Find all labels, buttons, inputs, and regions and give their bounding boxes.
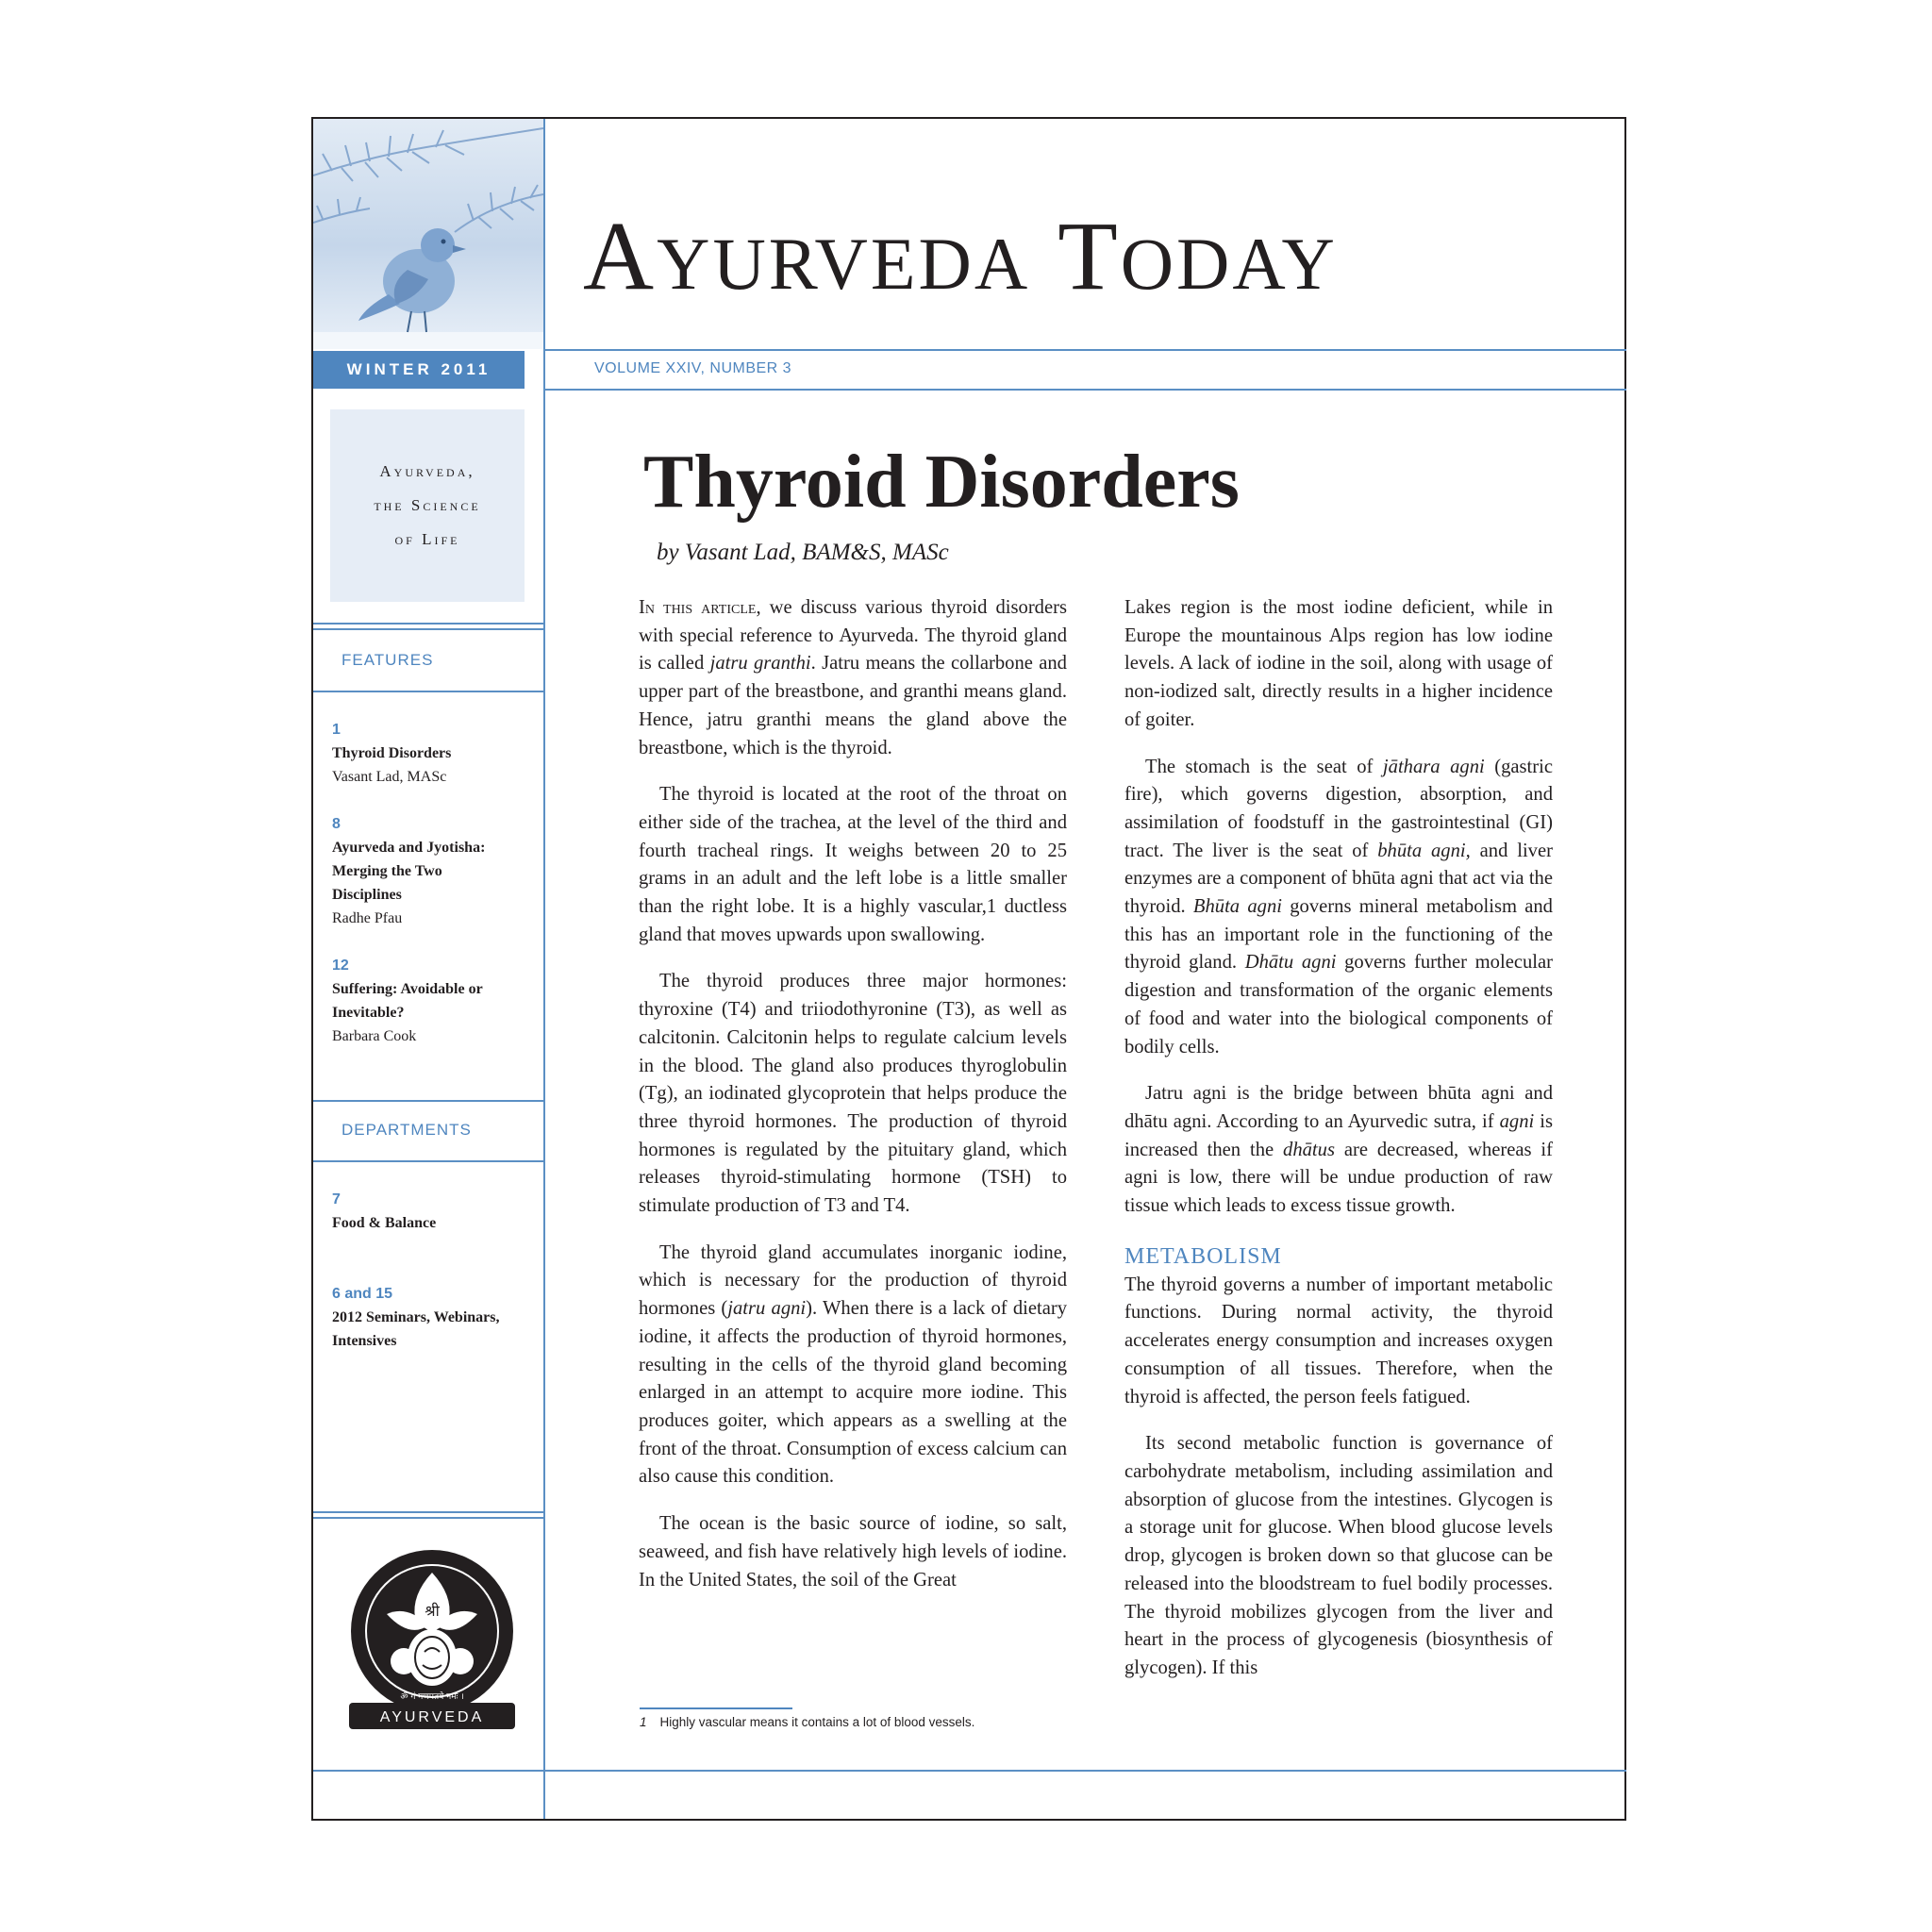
toc-title: Merging the Two — [332, 863, 442, 879]
toc-entry-feature-3[interactable] — [332, 955, 530, 1048]
footnote-rule — [640, 1707, 792, 1709]
departments-heading: DEPARTMENTS — [341, 1121, 472, 1139]
paragraph: Its second metabolic function is governance of carbohydrate metabolism, including assimilation and absorption of glucose from the intestines. Glycogen is a storage unit for glucose. When blood glucose levels drop, glycogen is broken down so that glucose can be released into the bloodstream to fuel bodily processes. The thyroid mobilizes glycogen from the liver and heart in the process of glycogenesis (biosynthesis of glycogen). If this — [1124, 1433, 1553, 1678]
footnote-text: Highly vascular means it contains a lot of blood vessels. — [659, 1715, 975, 1729]
paragraph: The thyroid is located at the root of the throat on either side of the trachea, at the level of the third and fourth tracheal rings. It weighs between 20 to 25 grams in an adult and the left lobe is a little smaller than the right lobe. It is a highly vascular,1 ductless gland that moves upwards upon swallowing. — [639, 784, 1067, 945]
robin-illustration — [313, 119, 543, 349]
divider — [313, 1100, 543, 1102]
toc-title: Ayurveda and Jyotisha: — [332, 840, 486, 856]
divider — [545, 389, 1626, 391]
title-initial: T — [1058, 202, 1121, 310]
divider — [313, 1160, 543, 1162]
emblem-mantra: ॐ गं गणपतये नमः । — [400, 1692, 464, 1702]
sidebar — [313, 119, 545, 1819]
toc-author: Barbara Cook — [332, 1028, 417, 1044]
paragraph: The stomach is the seat of jāthara agni (gastric fire), which governs digestion, absorption, and assimilation of foodstuff in the gastrointestinal (GI) tract. The liver is the seat of bhūta agni, and liver enzymes are a component of bhūta agni that act via the thyroid. Bhūta agni governs mineral metabolism and this has an important role in the functioning of the thyroid gland. Dhātu agni governs further molecular digestion and transformation of the organic elements of food and water into the biological components of bodily cells. — [1124, 756, 1554, 1058]
paragraph: Jatru agni is the bridge between bhūta agni and dhātu agni. According to an Ayurvedic sutra, if agni is increased then the dhātus are decreased, whereas if agni is low, there will be undue production of raw tissue which leads to excess tissue growth. — [1124, 1083, 1554, 1217]
toc-entry-feature-1[interactable] — [332, 719, 530, 789]
tagline-line: the Science — [374, 496, 481, 514]
title-rest: YURVEDA — [657, 223, 1031, 305]
toc-page-number: 8 — [332, 816, 341, 832]
paragraph: The thyroid gland accumulates inorganic iodine, which is necessary for the production of thyroid hormones (jatru agni). When there is a lack of dietary iodine, it affects the production of thyroid hormones, resulting in the cells of the thyroid gland becoming enlarged in an attempt to acquire more iodine. This produces goiter, which appears as a swelling at the front of the throat. Consumption of excess calcium can also cause this condition. — [639, 1241, 1068, 1488]
toc-title: Thyroid Disorders — [332, 745, 452, 761]
toc-entry-feature-2[interactable] — [332, 813, 530, 930]
emblem-center-script: श्री — [425, 1602, 440, 1620]
paragraph: The ocean is the basic source of iodine, so salt, seaweed, and fish have relatively high levels of iodine. In the United States, the soil of the Great — [639, 1513, 1067, 1591]
footnote — [640, 1715, 974, 1729]
toc-title: Inevitable? — [332, 1005, 405, 1021]
emblem-label: AYURVEDA — [379, 1709, 485, 1725]
paragraph: In this article, we discuss various thyroid disorders with special reference to Ayurveda. The thyroid gland is called jatru granthi. Jatru means the collarbone and upper part of the breastbone, and granthi means gland. Hence, jatru granthi means the gland above the breastbone, which is the thyroid. — [639, 597, 1067, 758]
section-heading: METABOLISM — [1124, 1243, 1282, 1269]
article-column-2 — [1124, 594, 1553, 1702]
toc-page-number: 7 — [332, 1191, 341, 1208]
features-heading: FEATURES — [341, 651, 434, 669]
toc-title: Disciplines — [332, 887, 402, 903]
tagline-line: of Life — [394, 530, 460, 548]
volume-number: VOLUME XXIV, NUMBER 3 — [594, 360, 792, 376]
divider — [313, 628, 543, 630]
paragraph: Lakes region is the most iodine deficient, while in Europe the mountainous Alps region has low iodine levels. A lack of iodine in the soil, along with usage of non-iodized salt, directly results in a higher incidence of goiter. — [1124, 597, 1553, 730]
toc-entry-department-2[interactable] — [332, 1283, 530, 1353]
toc-page-number: 1 — [332, 722, 341, 738]
paragraph: The thyroid produces three major hormones: thyroxine (T4) and triiodothyronine (T3), as well as calcitonin. Calcitonin helps to regulate calcium levels in the blood. The gland also produces thyroglobulin (Tg), an iodinated glycoprotein that helps produce the three thyroid hormones. The production of thyroid hormones is regulated by the pituitary gland, which releases thyroid-stimulating hormone (TSH) to stimulate production of T3 and T4. — [639, 971, 1067, 1217]
toc-author: Radhe Pfau — [332, 910, 403, 926]
paragraph: The thyroid governs a number of important metabolic functions. During normal activity, the thyroid accelerates energy consumption and increases oxygen consumption of all tissues. Therefore, when the thyroid is affected, the person feels fatigued. — [1124, 1274, 1553, 1407]
toc-title: 2012 Seminars, Webinars, — [332, 1309, 500, 1325]
toc-author: Vasant Lad, MASc — [332, 769, 447, 785]
article-title: Thyroid Disorders — [643, 441, 1240, 524]
title-initial: A — [583, 202, 658, 310]
masthead — [545, 119, 1626, 351]
toc-page-number: 6 and 15 — [332, 1286, 393, 1302]
divider — [313, 1770, 1626, 1772]
season-label: WINTER 2011 — [313, 351, 525, 389]
divider — [313, 691, 543, 692]
divider — [313, 1511, 543, 1513]
robin-photo — [313, 119, 543, 349]
toc-title: Suffering: Avoidable or — [332, 981, 483, 997]
tagline-line: Ayurveda, — [379, 462, 475, 480]
toc-title: Food & Balance — [332, 1215, 437, 1231]
publication-title — [583, 202, 1338, 313]
title-rest: ODAY — [1120, 223, 1338, 305]
divider — [313, 1517, 543, 1519]
toc-title: Intensives — [332, 1333, 397, 1349]
newsletter-page — [311, 117, 1626, 1821]
article-column-1 — [639, 594, 1067, 1613]
ayurveda-emblem-logo — [349, 1548, 515, 1731]
divider — [313, 623, 543, 625]
toc-page-number: 12 — [332, 958, 349, 974]
footnote-number: 1 — [640, 1715, 647, 1729]
article-byline: by Vasant Lad, BAM&S, MASc — [657, 540, 949, 565]
toc-entry-department-1[interactable] — [332, 1189, 530, 1235]
tagline-box — [330, 409, 525, 602]
